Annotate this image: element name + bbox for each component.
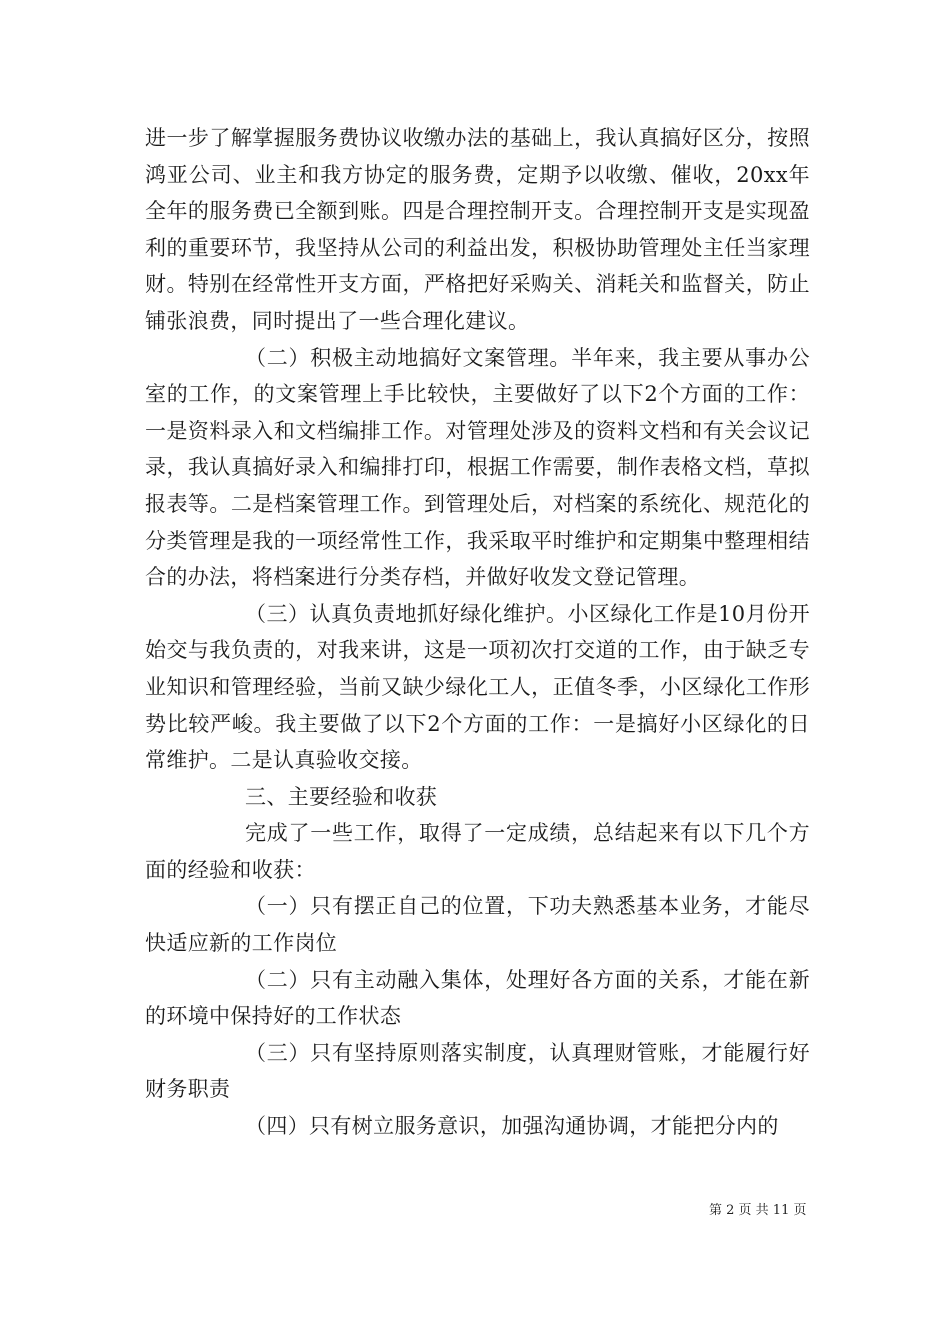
paragraph-document-management: （二）积极主动地搞好文案管理。半年来，我主要从事办公室的工作，的文案管理上手比较快，主要做好了以下2个方面的工作：一是资料录入和文档编排工作。对管理处涉及的资料文档和有关会议记录，我认真搞好录入和编排打印，根据工作需要，制作表格文档，草拟报表等。二是档案管理工作。到管理处后，对档案的系统化、规范化的分类管理是我的一项经常性工作，我采取平时维护和定期集中整理相结合的办法，将档案进行分类存档，并做好收发文登记管理。 [145,345,810,590]
paragraph-lesson-2: （二）只有主动融入集体，处理好各方面的关系，才能在新的环境中保持好的工作状态 [145,967,810,1029]
body-text [145,120,810,1145]
paragraph-lesson-3: （三）只有坚持原则落实制度，认真理财管账，才能履行好财务职责 [145,1040,810,1102]
paragraph-lesson-4: （四）只有树立服务意识，加强沟通协调，才能把分内的 [245,1114,779,1139]
paragraph-summary-intro: 完成了一些工作，取得了一定成绩，总结起来有以下几个方面的经验和收获： [145,821,810,882]
paragraph-income-and-expense: 进一步了解掌握服务费协议收缴办法的基础上，我认真搞好区分，按照鸿亚公司、业主和我方协定的服务费，定期予以收缴、催收，20xx年全年的服务费已全额到账。四是合理控制开支。合理控制开支是实现盈利的重要环节，我坚持从公司的利益出发，积极协助管理处主任当家理财。特别在经常性开支方面，严格把好采购关、消耗关和监督关，防止铺张浪费，同时提出了一些合理化建议。 [145,126,810,333]
page-number: 第 2 页 共 11 页 [709,1203,807,1218]
section-heading-experience: 三、主要经验和收获 [245,784,438,809]
paragraph-lesson-1: （一）只有摆正自己的位置，下功夫熟悉基本业务，才能尽快适应新的工作岗位 [145,894,810,956]
paragraph-greening-maintenance: （三）认真负责地抓好绿化维护。小区绿化工作是10月份开始交与我负责的，对我来讲，这是一项初次打交道的工作，由于缺乏专业知识和管理经验，当前又缺少绿化工人，正值冬季，小区绿化工作形势比较严峻。我主要做了以下2个方面的工作：一是搞好小区绿化的日常维护。二是认真验收交接。 [145,601,810,773]
